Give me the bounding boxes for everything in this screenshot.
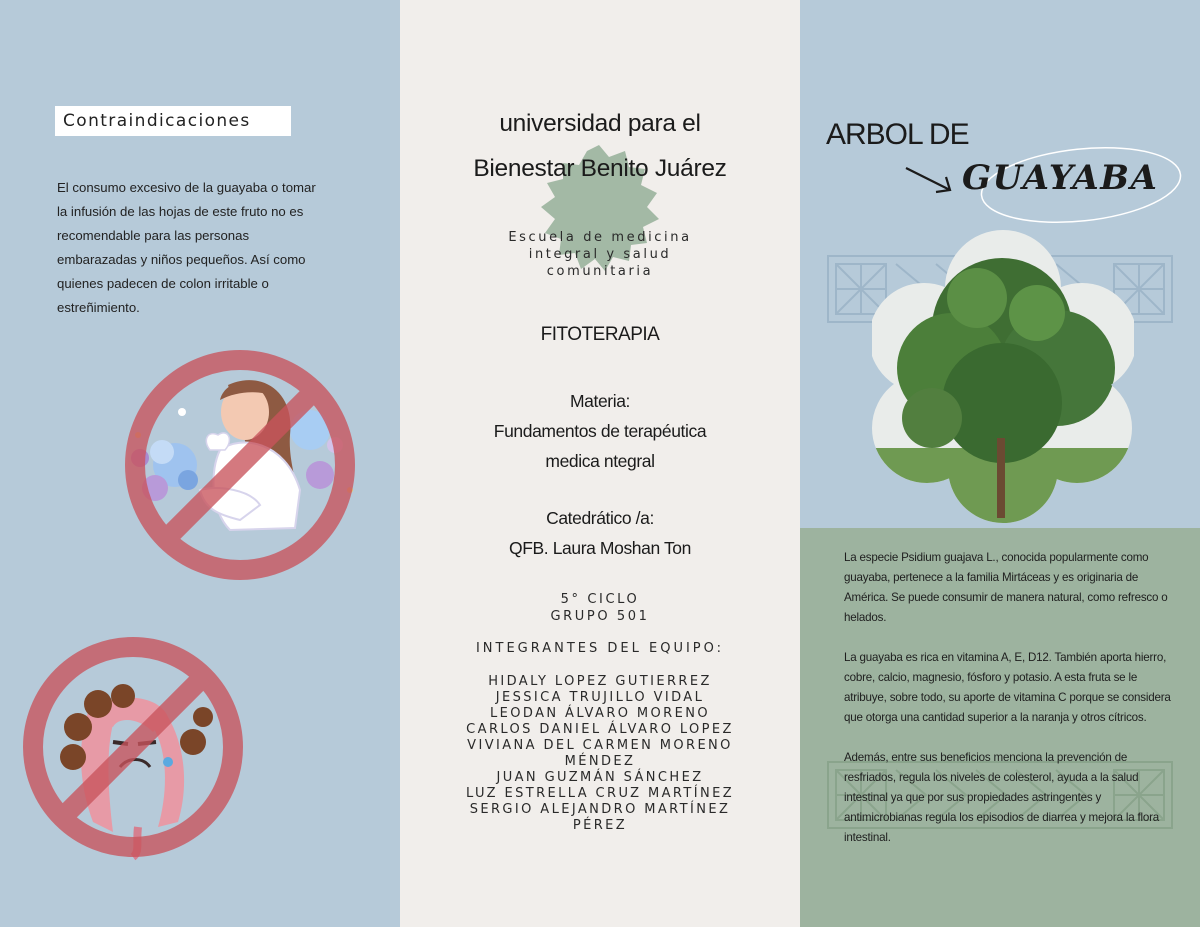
school-name bbox=[400, 229, 800, 280]
contraindications-heading: Contraindicaciones bbox=[55, 106, 291, 136]
paragraph: Además, entre sus beneficios menciona la prevención de resfriados, regula los niveles de colesterol, ayuda a la salud intestinal ya que por sus propiedades astringentes y antimicrobianas regula los episodios de diarrea y mejora la flora intestinal. bbox=[844, 751, 1160, 844]
school-line: comunitaria bbox=[546, 264, 654, 279]
no-pregnant-woman-illustration bbox=[110, 340, 370, 590]
university-name-line-1: universidad para el bbox=[499, 110, 701, 137]
school-line: integral y salud bbox=[528, 247, 672, 262]
guava-tree-image bbox=[872, 228, 1134, 523]
group-line: GRUPO 501 bbox=[550, 609, 650, 624]
right-panel bbox=[800, 0, 1200, 927]
subject-area-heading: FITOTERAPIA bbox=[540, 324, 660, 345]
cycle-group bbox=[400, 591, 800, 625]
list-item: MÉNDEZ bbox=[564, 754, 636, 769]
team-members-list bbox=[400, 674, 800, 834]
professor-name: QFB. Laura Moshan Ton bbox=[509, 538, 691, 558]
school-line: Escuela de medicina bbox=[508, 230, 692, 245]
title-line-1: ARBOL DE bbox=[826, 118, 969, 151]
list-item: PÉREZ bbox=[572, 818, 628, 833]
list-item: HIDALY LOPEZ GUTIERREZ bbox=[488, 674, 712, 689]
professor-label: Catedrático /a: bbox=[546, 508, 654, 528]
species-description bbox=[844, 548, 1179, 868]
list-item: SERGIO ALEJANDRO MARTÍNEZ bbox=[469, 802, 731, 817]
subject-label: Materia: bbox=[569, 391, 630, 411]
paragraph: La especie Psidium guajava L., conocida popularmente como guayaba, pertenece a la familia Mirtáceas y es originaria de América. Se puede consumir de manera natural, como refresco o helados. bbox=[844, 551, 1168, 624]
no-irritable-colon-illustration bbox=[18, 632, 248, 862]
tree-icon bbox=[872, 228, 1134, 523]
list-item: JESSICA TRUJILLO VIDAL bbox=[495, 690, 705, 705]
list-item: LUZ ESTRELLA CRUZ MARTÍNEZ bbox=[465, 786, 735, 801]
list-item: CARLOS DANIEL ÁLVARO LOPEZ bbox=[466, 722, 734, 737]
paragraph: La guayaba es rica en vitamina A, E, D12. También aporta hierro, cobre, calcio, magnesio, fósforo y potasio. A esta fruta se le atribuye, sobre todo, su aporte de vitamina C porque se considera que otorga una cantidad superior a la naranja y otros cítricos. bbox=[844, 651, 1171, 724]
subject-line: Fundamentos de terapéutica bbox=[493, 421, 707, 441]
arrow-icon bbox=[900, 162, 960, 198]
cycle-line: 5° CICLO bbox=[560, 592, 640, 607]
team-members-heading: INTEGRANTES DEL EQUIPO: bbox=[475, 641, 725, 656]
title-line-2: GUAYABA bbox=[962, 158, 1159, 198]
subject-value bbox=[400, 416, 800, 476]
list-item: LEODAN ÁLVARO MORENO bbox=[490, 706, 710, 721]
subject-line: medica ntegral bbox=[545, 451, 655, 471]
center-panel bbox=[400, 0, 800, 927]
list-item: VIVIANA DEL CARMEN MORENO bbox=[467, 738, 733, 753]
list-item: JUAN GUZMÁN SÁNCHEZ bbox=[496, 770, 704, 785]
university-name-line-2: Bienestar Benito Juárez bbox=[473, 155, 727, 182]
contraindications-text: El consumo excesivo de la guayaba o tomar la infusión de las hojas de este fruto no es recomendable para las personas embarazadas y niños pequeños. Así como quienes padecen de colon irritable o estreñimiento. bbox=[57, 180, 316, 315]
left-panel bbox=[0, 0, 400, 927]
